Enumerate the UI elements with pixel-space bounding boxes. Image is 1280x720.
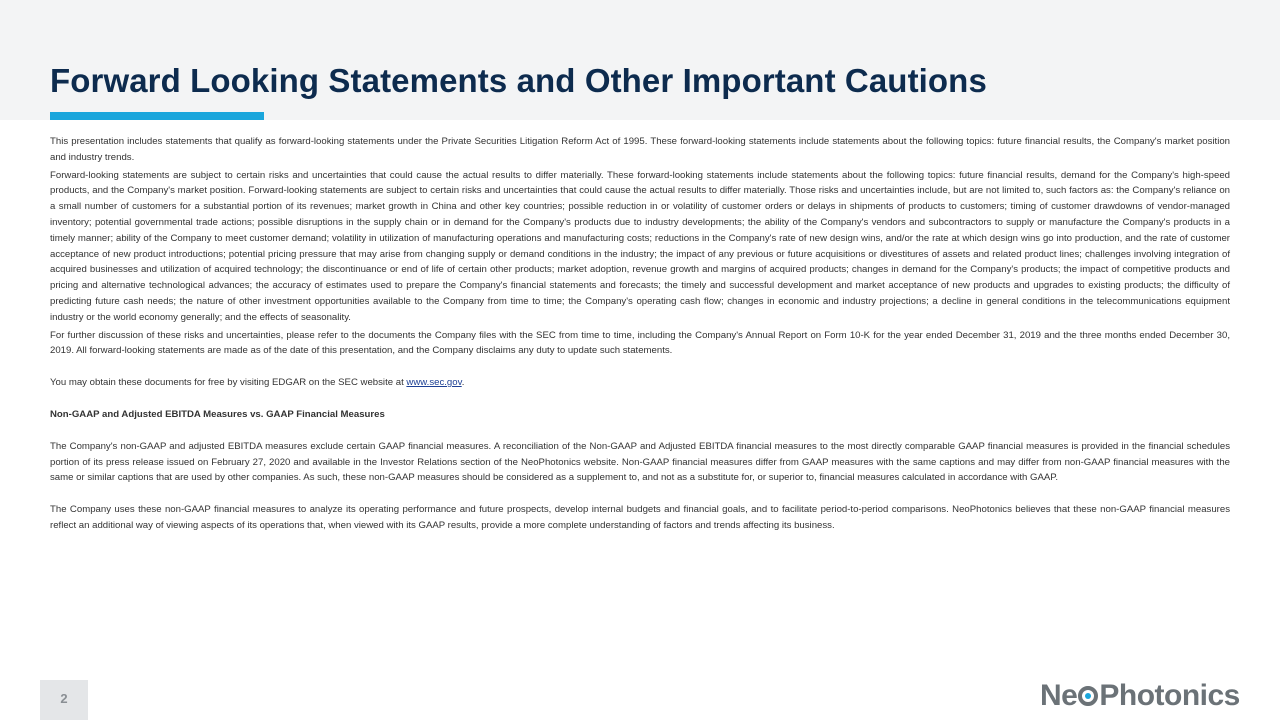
non-gaap-paragraph: The Company's non-GAAP and adjusted EBITDA measures exclude certain GAAP financial measures. A reconciliation of the Non-GAAP and Adjusted EBITDA financial measures to the most directly comparable GAAP financial measures is provided in the financial schedules portion of its press release issued on February 27, 2020 and available in the Investor Relations section of the NeoPhotonics website. Non-GAAP financial measures differ from GAAP measures with the same captions and may differ from non-GAAP financial measures with the same or similar captions that are used by other companies. As such, these non-GAAP measures should be considered as a supplement to, and not as a substitute for, or superior to, financial measures calculated in accordance with GAAP.: [50, 440, 1230, 484]
logo-text-left: Ne: [1040, 679, 1078, 712]
intro-paragraph: This presentation includes statements that qualify as forward-looking statements under the Private Securities Litigation Reform Act of 1995. These forward-looking statements include statements about the following topics: future financial results, the Company's market position and industry trends.: [50, 136, 1230, 163]
page-number: 2: [60, 691, 68, 706]
sec-website-link[interactable]: www.sec.gov: [406, 377, 462, 389]
slide-header: [0, 0, 1280, 120]
neophotonics-logo: [1040, 676, 1240, 716]
edgar-text: You may obtain these documents for free by visiting EDGAR on the SEC website at: [50, 377, 407, 389]
logo-o-icon: [1078, 686, 1098, 706]
slide-body: [50, 134, 1230, 534]
risk-paragraph: Forward-looking statements are subject to certain risks and uncertainties that could cause the actual results to differ materially. These forward-looking statements include statements about the following topics: future financial results, demand for the Company's high-speed products, and the Company's market position. Forward-looking statements are subject to certain risks and uncertainties that could cause the actual results to differ materially. Those risks and uncertainties include, but are not limited to, such factors as: the Company's reliance on a small number of customers for a substantial portion of its revenues; market growth in China and other key countries; possible reduction in or volatility of customer orders or delays in shipments of products to customers; timing of customer drawdowns of vendor-managed inventory; potential governmental trade actions; possible disruptions in the supply chain or in demand for the Company's products due to industry developments; the ability of the Company's vendors and subcontractors to supply or manufacture the Company's products in a timely manner; ability of the Company to meet customer demand; volatility in utilization of manufacturing operations and manufacturing costs; reductions in the Company's rate of new design wins, and/or the rate at which design wins go into production, and the rate of customer acceptance of new product introductions; potential pricing pressure that may arise from changing supply or demand conditions in the industry; the impact of any previous or future acquisitions or divestitures of assets and related product lines; challenges involving integration of acquired businesses and utilization of acquired technology; the discontinuance or end of life of certain other products; market adoption, revenue growth and margins of acquired products; changes in demand for the Company's products; the impact of competitive products and pricing and alternative technological advances; the accuracy of estimates used to prepare the Company's financial statements and forecasts; the timely and successful development and market acceptance of new products and upgrades to existing products; the difficulty of predicting future cash needs; the nature of other investment opportunities available to the Company from time to time; the Company's operating cash flow; changes in economic and industry projections; a decline in general conditions in the telecommunications equipment industry or the world economy generally; and the effects of seasonality.: [50, 169, 1230, 323]
slide-title: Forward Looking Statements and Other Important Cautions: [50, 62, 987, 99]
non-gaap-usage-paragraph: The Company uses these non-GAAP financial measures to analyze its operating performance and future prospects, develop internal budgets and financial goals, and to facilitate period-to-period comparisons. NeoPhotonics believes that these non-GAAP financial measures reflect an additional way of viewing aspects of its operations that, when viewed with its GAAP results, provide a more complete understanding of factors and trends affecting its business.: [50, 504, 1230, 531]
edgar-suffix: .: [461, 377, 465, 389]
page-number-box: [40, 680, 88, 720]
edgar-paragraph: [50, 375, 1230, 391]
logo-text-right: Photonics: [1099, 679, 1240, 712]
sec-filings-paragraph: For further discussion of these risks and uncertainties, please refer to the documents the Company files with the SEC from time to time, including the Company's Annual Report on Form 10-K for the year ended December 31, 2019 and the three months ended December 30, 2019. All forward-looking statements are made as of the date of this presentation, and the Company disclaims any duty to update such statements.: [50, 329, 1230, 357]
title-accent-bar: [50, 112, 264, 120]
non-gaap-heading: Non-GAAP and Adjusted EBITDA Measures vs. GAAP Financial Measures: [50, 408, 385, 420]
